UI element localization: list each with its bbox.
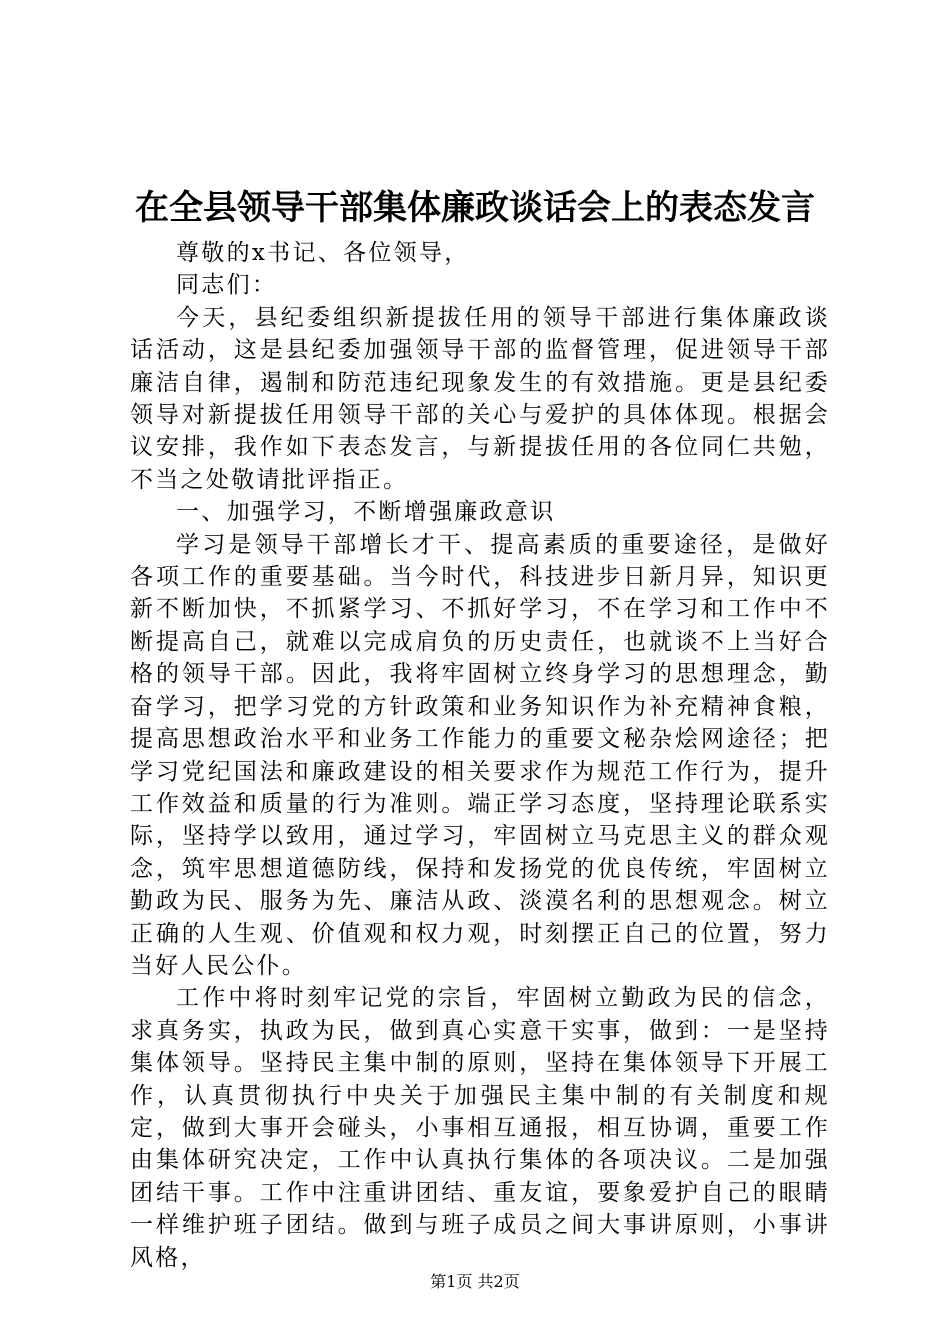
salutation-line: 同志们：	[176, 272, 278, 299]
document-title: 在全县领导干部集体廉政谈话会上的表态发言	[135, 188, 815, 228]
section-heading: 一、加强学习，不断增强廉政意识	[176, 499, 556, 526]
body-paragraph: 工作中将时刻牢记党的宗旨，牢固树立勤政为民的信念，求真务实，执政为民，做到真心实意干实事，做到：一是坚持集体领导。坚持民主集中制的原则，坚持在集体领导下开展工作，认真贯彻执行中央关于加强民主集中制的有关制度和规定，做到大事开会碰头，小事相互通报，相互协调，重要工作由集体研究决定，工作中认真执行集体的各项决议。二是加强团结干事。工作中注重讲团结、重友谊，要象爱护自己的眼睛一样维护班子团结。做到与班子成员之间大事讲原则，小事讲风格，	[130, 985, 830, 1271]
page-number-footer: 第1页 共2页	[430, 1272, 520, 1291]
document-body	[130, 237, 830, 1274]
body-paragraph: 学习是领导干部增长才干、提高素质的重要途径，是做好各项工作的重要基础。当今时代，科技进步日新月异，知识更新不断加快，不抓紧学习、不抓好学习，不在学习和工作中不断提高自己，就难以完成肩负的历史责任，也就谈不上当好合格的领导干部。因此，我将牢固树立终身学习的思想理念，勤奋学习，把学习党的方针政策和业务知识作为补充精神食粮，提高思想政治水平和业务工作能力的重要文秘杂烩网途径；把学习党纪国法和廉政建设的相关要求作为规范工作行为，提升工作效益和质量的行为准则。端正学习态度，坚持理论联系实际，坚持学以致用，通过学习，牢固树立马克思主义的群众观念，筑牢思想道德防线，保持和发扬党的优良传统，牢固树立勤政为民、服务为先、廉洁从政、淡漠名利的思想观念。树立正确的人生观、价值观和权力观，时刻摆正自己的位置，努力当好人民公仆。	[130, 531, 830, 979]
salutation-line: 尊敬的x书记、各位领导，	[176, 240, 470, 266]
body-paragraph: 今天，县纪委组织新提拔任用的领导干部进行集体廉政谈话活动，这是县纪委加强领导干部的监督管理，促进领导干部廉洁自律，遏制和防范违纪现象发生的有效措施。更是县纪委领导对新提拔任用领导干部的关心与爱护的具体体现。根据会议安排，我作如下表态发言，与新提拔任用的各位同仁共勉，不当之处敬请批评指正。	[130, 304, 830, 493]
